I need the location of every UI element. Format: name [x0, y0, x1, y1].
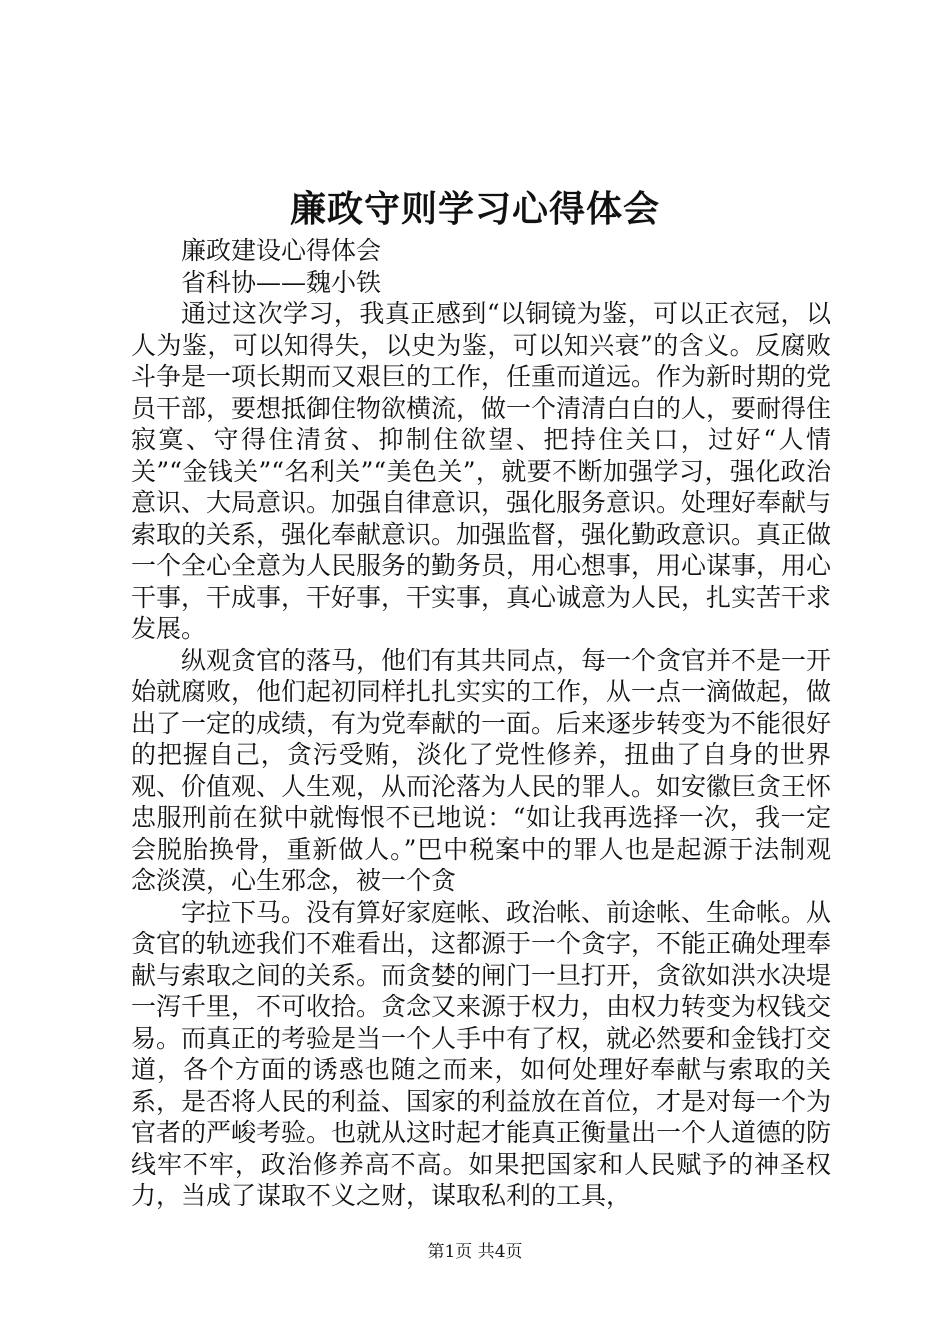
document-body: [131, 235, 831, 1212]
document-title: 廉政守则学习心得体会: [289, 188, 660, 230]
author-line: 省科协——魏小铁: [181, 267, 382, 297]
page-number-footer: 第1页 共4页: [427, 1242, 523, 1262]
subtitle: 廉政建设心得体会: [181, 236, 382, 265]
paragraph-1: 通过这次学习，我真正感到“以铜镜为鉴，可以正衣冠，以人为鉴，可以知得失，以史为鉴，可以知兴衰”的含义。反腐败斗争是一项长期而又艰巨的工作，任重而道远。作为新时期的党员干部，要想抵御住物欲横流，做一个清清白白的人，要耐得住寂寞、守得住清贫、抑制住欲望、把持住关口，过好“人情关”“金钱关”“名利关”“美色关”，就要不断加强学习，强化政治意识、大局意识。加强自律意识，强化服务意识。处理好奉献与索取的关系，强化奉献意识。加强监督，强化勤政意识。真正做一个全心全意为人民服务的勤务员，用心想事，用心谋事，用心干事，干成事，干好事，干实事，真心诚意为人民，扎实苦干求发展。: [131, 299, 832, 643]
paragraph-2: 纵观贪官的落马，他们有其共同点，每一个贪官并不是一开始就腐败，他们起初同样扎扎实实的工作，从一点一滴做起，做出了一定的成绩，有为党奉献的一面。后来逐步转变为不能很好的把握自己，贪污受贿，淡化了党性修养，扭曲了自身的世界观、价值观、人生观，从而沦落为人民的罪人。如安徽巨贪王怀忠服刑前在狱中就悔恨不已地说：“如让我再选择一次，我一定会脱胎换骨，重新做人。”巴中税案中的罪人也是起源于法制观念淡漠，心生邪念，被一个贪: [131, 645, 832, 895]
paragraph-3: 字拉下马。没有算好家庭帐、政治帐、前途帐、生命帐。从贪官的轨迹我们不难看出，这都源于一个贪字，不能正确处理奉献与索取之间的关系。而贪婪的闸门一旦打开，贪欲如洪水决堤一泻千里，不可收拾。贪念又来源于权力，由权力转变为权钱交易。而真正的考验是当一个人手中有了权，就必然要和金钱打交道，各个方面的诱惑也随之而来，如何处理好奉献与索取的关系，是否将人民的利益、国家的利益放在首位，才是对每一个为官者的严峻考验。也就从这时起才能真正衡量出一个人道德的防线牢不牢，政治修养高不高。如果把国家和人民赋予的神圣权力，当成了谋取不义之财，谋取私利的工具，: [131, 897, 832, 1210]
